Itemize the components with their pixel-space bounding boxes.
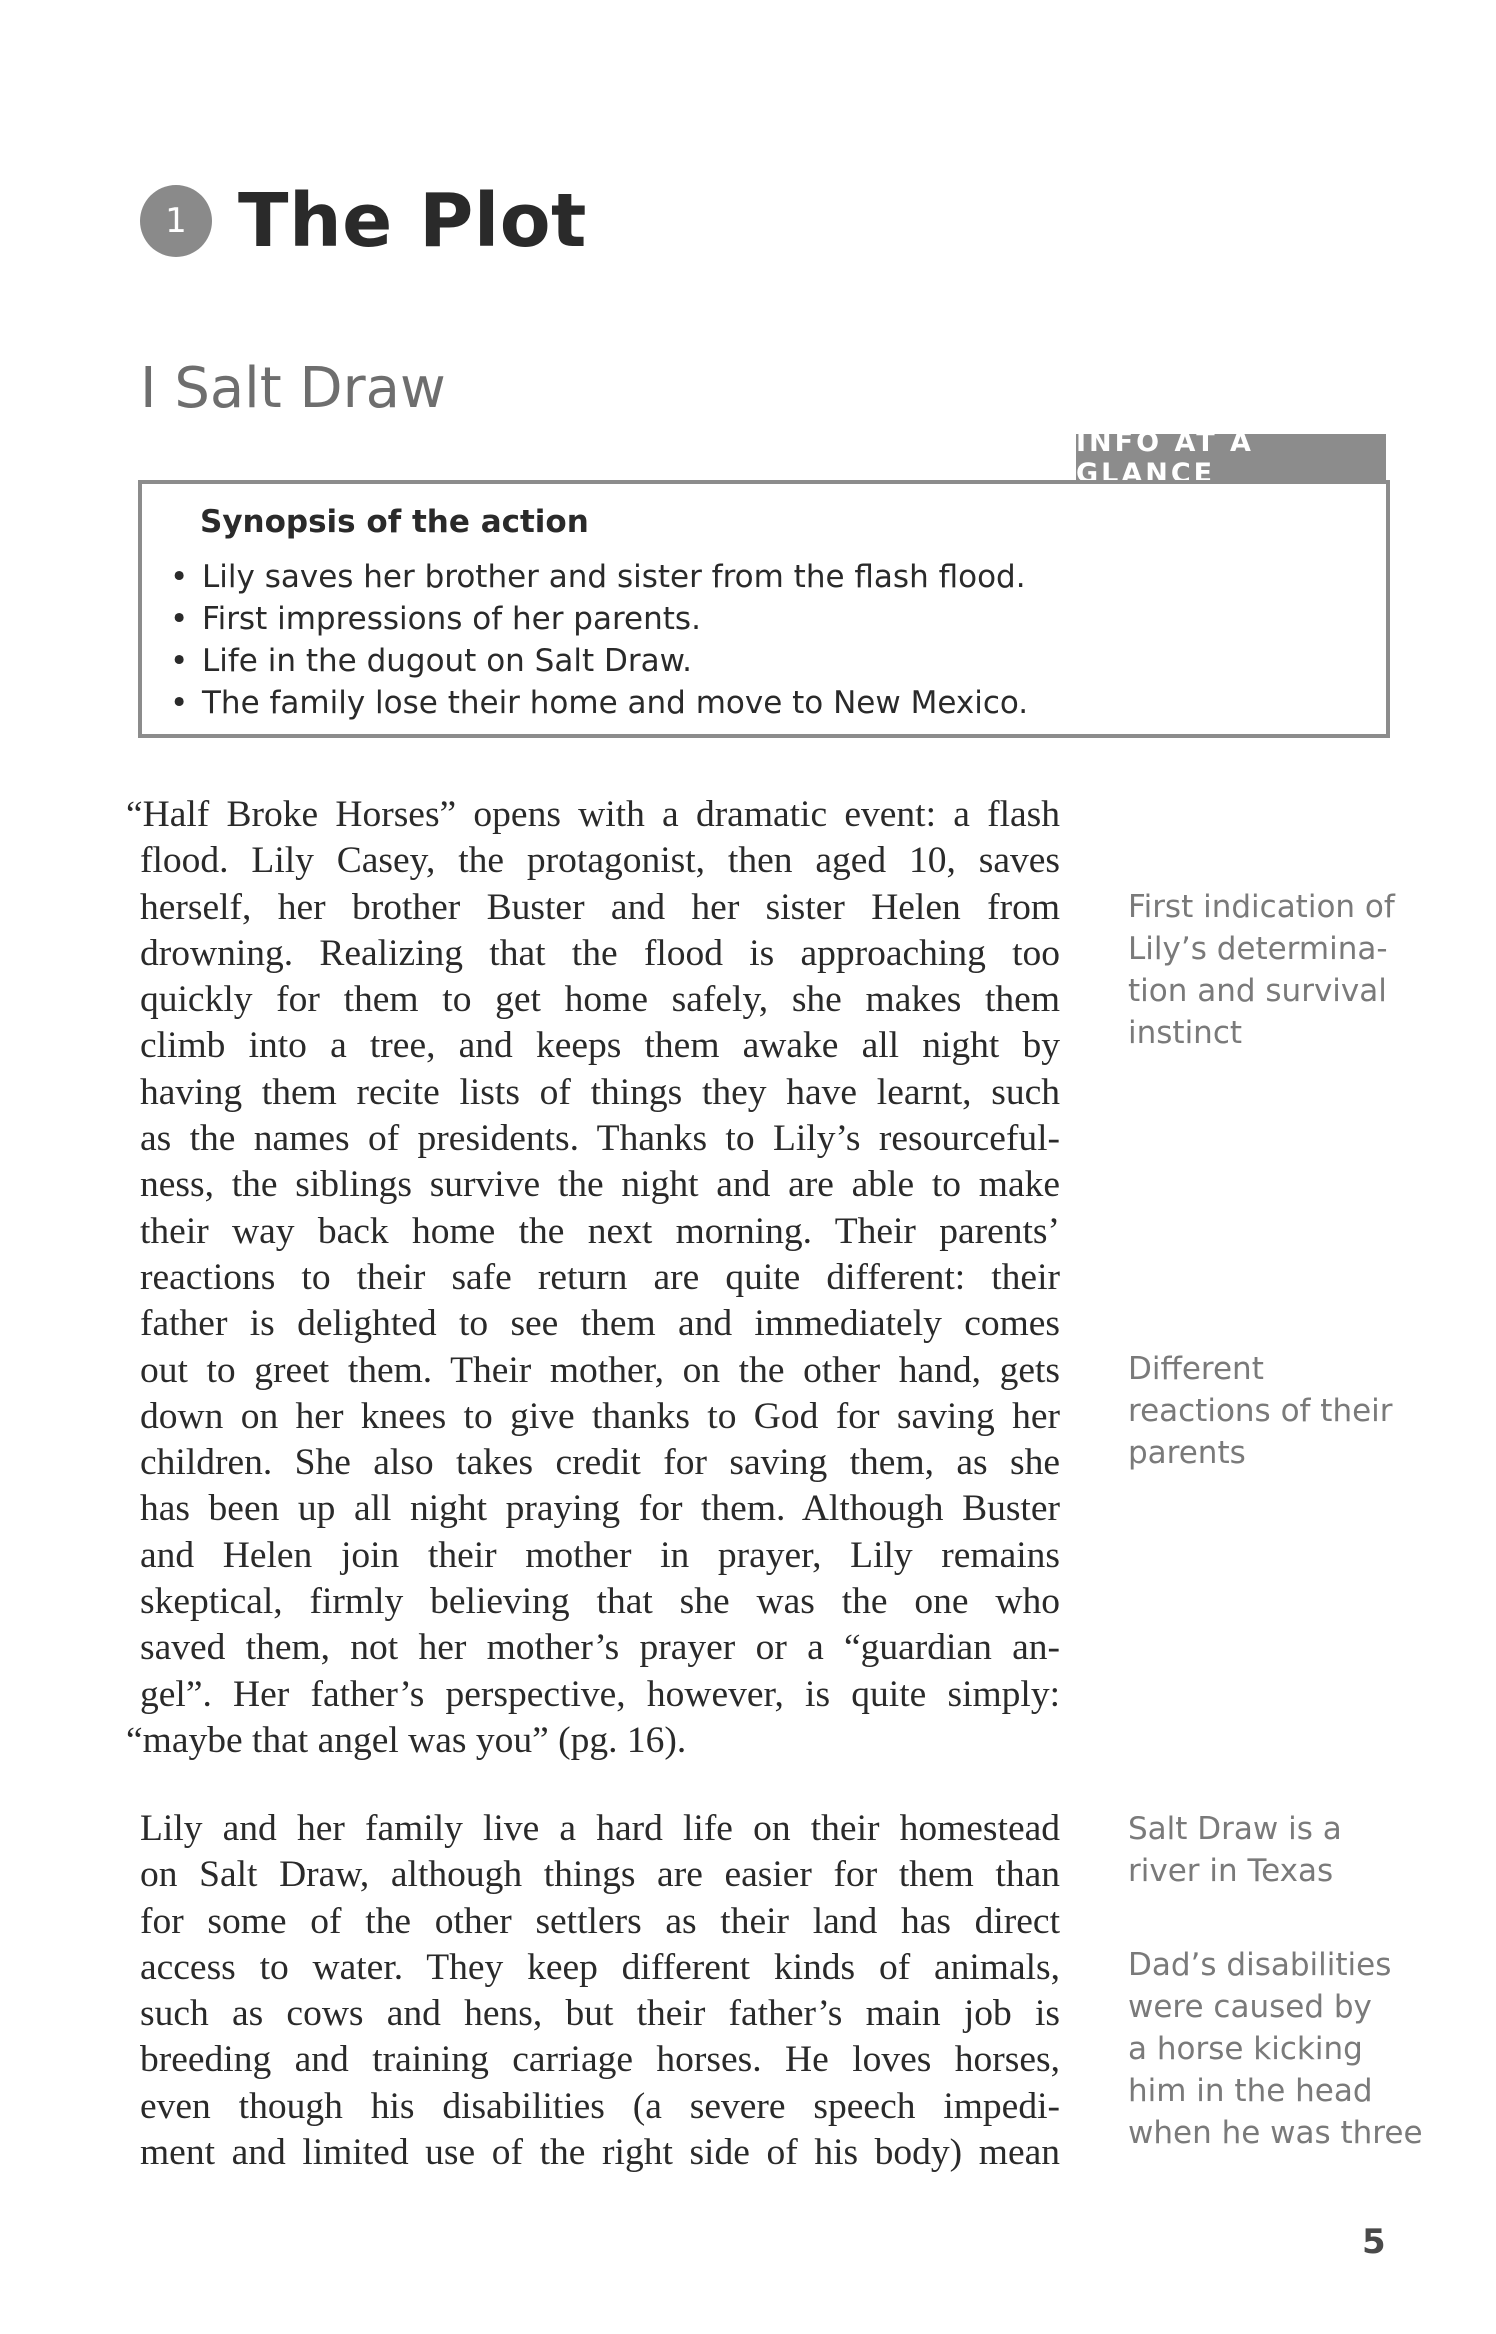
synopsis-list — [170, 556, 1028, 724]
text-line: ment and limited use of the right side of his body) mean — [140, 2132, 1060, 2174]
text-line: and Helen join their mother in prayer, Lily remains — [140, 1534, 1060, 1576]
bullet-icon: • — [170, 685, 189, 721]
text-line: Lily and her family live a hard life on their homestead — [140, 1808, 1060, 1849]
synopsis-heading: Synopsis of the action — [200, 504, 589, 540]
text-line: drowning. Realizing that the flood is approaching too — [140, 932, 1060, 974]
text-line: skeptical, firmly believing that she was the one who — [140, 1581, 1060, 1623]
text-line: “maybe that angel was you” (pg. 16). — [126, 1719, 687, 1761]
text-line: ness, the siblings survive the night and are able to make — [140, 1164, 1060, 1206]
text-line: “Half Broke Horses” opens with a dramatic event: a flash — [126, 794, 1060, 835]
text-line: breeding and training carriage horses. He loves horses, — [140, 2039, 1060, 2081]
synopsis-item: • Life in the dugout on Salt Draw. — [170, 640, 1028, 682]
body-paragraph-1 — [126, 792, 1060, 1764]
text-line: saved them, not her mother’s prayer or a “guardian an- — [140, 1627, 1060, 1669]
text-line: having them recite lists of things they have learnt, such — [140, 1071, 1060, 1113]
text-line: quickly for them to get home safely, she makes them — [140, 979, 1060, 1021]
text-line: as the names of presidents. Thanks to Lily’s resourceful- — [140, 1118, 1060, 1160]
synopsis-item: • The family lose their home and move to New Mexico. — [170, 682, 1028, 724]
synopsis-item: • Lily saves her brother and sister from the flash flood. — [170, 556, 1028, 598]
text-line: even though his disabilities (a severe speech impedi- — [140, 2085, 1060, 2127]
text-line: reactions to their safe return are quite different: their — [140, 1256, 1060, 1298]
bullet-icon: • — [170, 643, 189, 679]
page-number: 5 — [1362, 2222, 1386, 2262]
info-at-a-glance-tab: INFO AT A GLANCE — [1076, 434, 1386, 482]
bullet-icon: • — [170, 559, 189, 595]
text-line: out to greet them. Their mother, on the other hand, gets — [140, 1349, 1060, 1391]
text-line: down on her knees to give thanks to God for saving her — [140, 1395, 1060, 1437]
text-line: their way back home the next morning. Their parents’ — [140, 1210, 1060, 1252]
margin-note-determination: First indication of Lily’s determina- tion and survival instinct — [1128, 889, 1395, 1051]
text-line: access to water. They keep different kinds of animals, — [140, 1946, 1060, 1988]
text-line: climb into a tree, and keeps them awake all night by — [140, 1025, 1060, 1067]
margin-note-salt-draw: Salt Draw is a river in Texas — [1128, 1811, 1342, 1889]
text-line: father is delighted to see them and immediately comes — [140, 1303, 1060, 1345]
margin-note-parents: Different reactions of their parents — [1128, 1351, 1393, 1471]
chapter-title: The Plot — [238, 178, 587, 264]
bullet-icon: • — [170, 601, 189, 637]
text-line: herself, her brother Buster and her sister Helen from — [140, 886, 1060, 928]
text-line: children. She also takes credit for saving them, as she — [140, 1442, 1060, 1484]
body-paragraph-2 — [140, 1806, 1060, 2176]
info-box — [138, 480, 1390, 738]
text-line: on Salt Draw, although things are easier for them than — [140, 1854, 1060, 1896]
text-line: for some of the other settlers as their land has direct — [140, 1900, 1060, 1942]
text-line: such as cows and hens, but their father’s main job is — [140, 1993, 1060, 2035]
synopsis-item: • First impressions of her parents. — [170, 598, 1028, 640]
text-line: has been up all night praying for them. Although Buster — [140, 1488, 1060, 1530]
text-line: gel”. Her father’s perspective, however, is quite simply: — [140, 1673, 1060, 1715]
margin-note-disabilities: Dad’s disabilities were caused by a horse kicking him in the head when he was three — [1128, 1947, 1423, 2151]
chapter-heading — [140, 178, 587, 264]
section-title: I Salt Draw — [140, 356, 446, 421]
text-line: flood. Lily Casey, the protagonist, then aged 10, saves — [140, 840, 1060, 882]
chapter-number-badge: 1 — [140, 185, 212, 257]
